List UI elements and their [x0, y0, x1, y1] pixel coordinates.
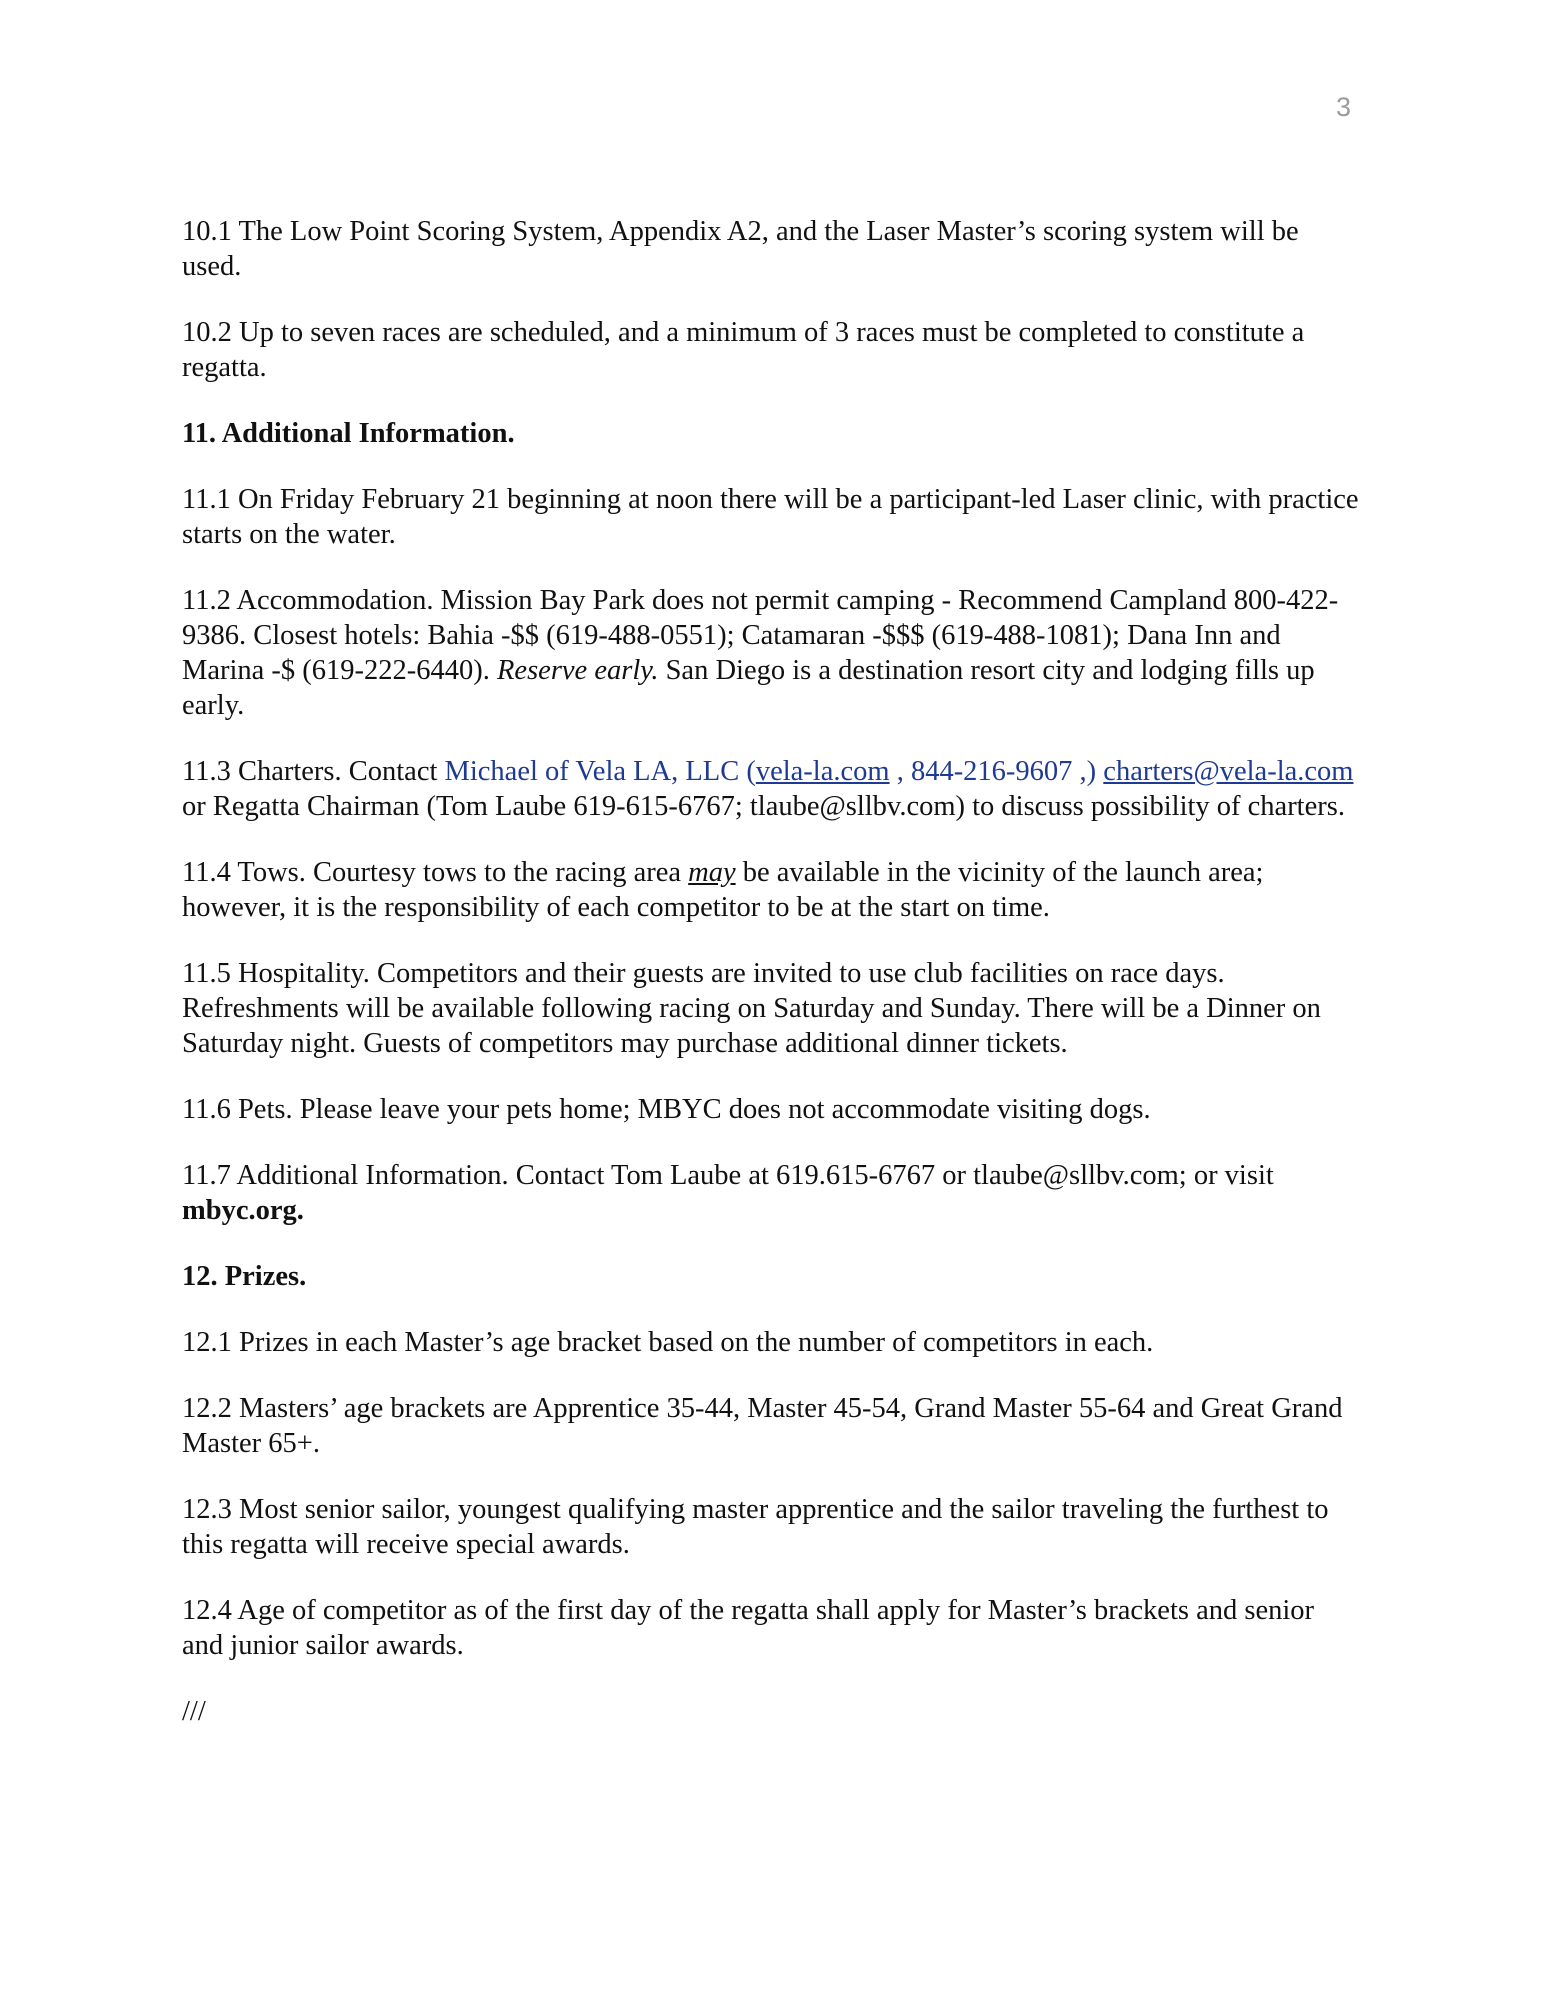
accommodation-label: 11.2 Accommodation. — [182, 585, 434, 616]
paragraph-12-3: 12.3 Most senior sailor, youngest qualifying master apprentice and the sailor traveling the furthest to this regatta will receive special awards. — [182, 1494, 1329, 1560]
charter-contact-name: Michael of Vela LA, LLC ( — [444, 756, 756, 787]
paragraph-10-2: 10.2 Up to seven races are scheduled, and a minimum of 3 races must be completed to constitute a regatta. — [182, 317, 1305, 383]
charters-text: or Regatta Chairman (Tom Laube 619-615-6767; tlaube@sllbv.com) to discuss possibility of charters. — [182, 791, 1345, 822]
paragraph-10-1: 10.1 The Low Point Scoring System, Appendix A2, and the Laser Master’s scoring system will be used. — [182, 216, 1299, 282]
paragraph-11-6: 11.6 Pets. Please leave your pets home; MBYC does not accommodate visiting dogs. — [182, 1094, 1151, 1125]
tows-text-end: be available in the vicinity of the launch area; however, it is the responsibility of each competitor to be at the start on time. — [182, 857, 1264, 923]
accommodation-text-end: San Diego is a destination resort city and lodging fills up early. — [182, 655, 1315, 721]
reserve-early-note: Reserve early. — [497, 655, 659, 686]
charters-label: 11.3 Charters. Contact — [182, 756, 445, 787]
accommodation-text: Mission Bay Park does not permit camping - Recommend Campland 800-422-9386. Closest hotels: Bahia -$$ (619-488-0551); Catamaran -$$$ (619-488-1081); Dana Inn and Marina -$ (619-222-6440). — [182, 585, 1339, 686]
paragraph-11-4 — [182, 855, 1362, 925]
charters-email-link[interactable]: charters@vela-la.com — [1103, 756, 1354, 787]
paragraph-12-2: 12.2 Masters’ age brackets are Apprentice 35-44, Master 45-54, Grand Master 55-64 and Great Grand Master 65+. — [182, 1393, 1343, 1459]
paragraph-12-1: 12.1 Prizes in each Master’s age bracket based on the number of competitors in each. — [182, 1327, 1154, 1358]
tows-text: 11.4 Tows. Courtesy tows to the racing area — [182, 857, 689, 888]
section-11-heading: 11. Additional Information. — [182, 418, 515, 449]
vela-la-link[interactable]: vela-la.com — [755, 756, 890, 787]
paragraph-11-7 — [182, 1158, 1362, 1228]
paragraph-11-1: 11.1 On Friday February 21 beginning at noon there will be a participant-led Laser clinic, with practice starts on the water. — [182, 484, 1359, 550]
end-mark: /// — [182, 1696, 206, 1727]
mbyc-website: mbyc.org. — [182, 1195, 304, 1226]
page-number: 3 — [1336, 92, 1352, 122]
document-body — [182, 214, 1362, 1760]
charter-phone: , 844-216-9607 ,) — [889, 756, 1104, 787]
paragraph-11-3 — [182, 754, 1362, 824]
paragraph-11-2 — [182, 583, 1362, 723]
section-12-heading: 12. Prizes. — [182, 1261, 307, 1292]
paragraph-11-5: 11.5 Hospitality. Competitors and their guests are invited to use club facilities on race days. Refreshments will be available following racing on Saturday and Sunday. There will be a Dinner on Saturday night. Guests of competitors may purchase additional dinner tickets. — [182, 958, 1321, 1059]
additional-info-text: 11.7 Additional Information. Contact Tom Laube at 619.615-6767 or tlaube@sllbv.com; or visit — [182, 1160, 1274, 1191]
paragraph-12-4: 12.4 Age of competitor as of the first day of the regatta shall apply for Master’s brackets and senior and junior sailor awards. — [182, 1595, 1315, 1661]
may-emphasis: may — [688, 857, 736, 888]
